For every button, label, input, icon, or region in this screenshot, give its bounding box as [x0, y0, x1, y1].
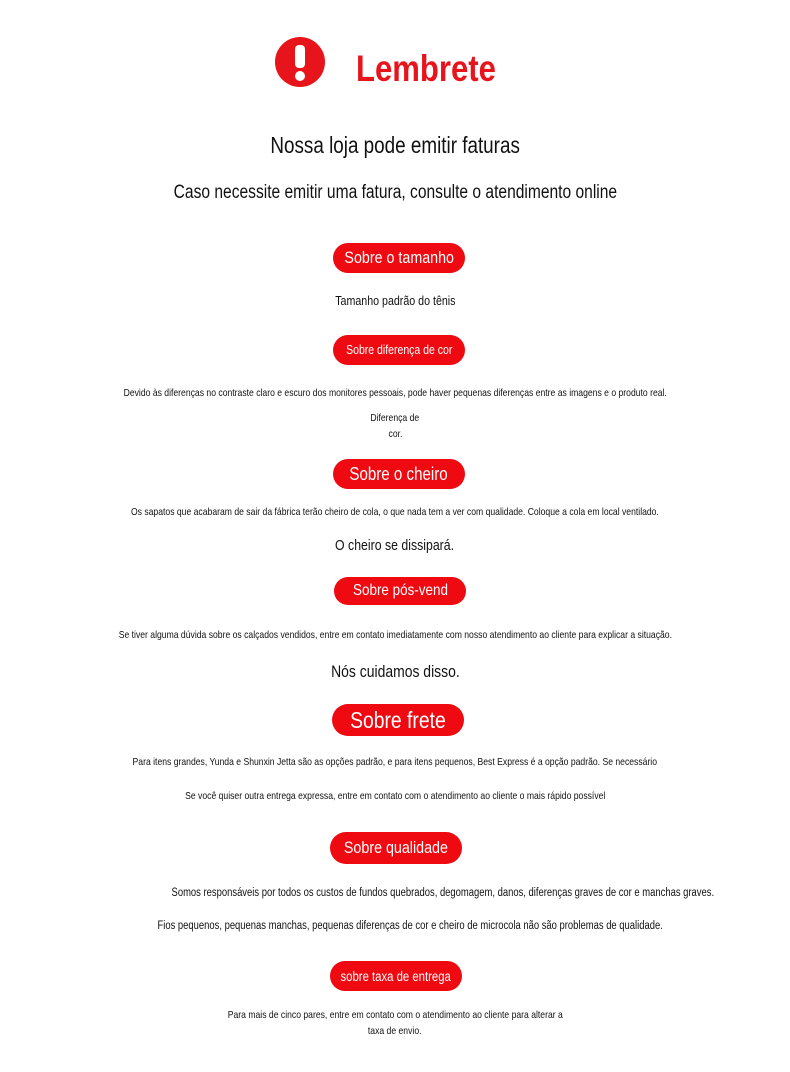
- size-info-button[interactable]: Sobre o tamanho: [333, 243, 465, 273]
- smell-info-text: Os sapatos que acabaram de sair da fábrica terão cheiro de cola, o que nada tem a ver com qualidade. Coloque a cola em local ventilado.: [131, 506, 659, 518]
- smell-info-button[interactable]: Sobre o cheiro: [333, 459, 465, 489]
- color-difference-note-line2: cor.: [388, 428, 402, 440]
- invoice-instructions: Caso necessite emitir uma fatura, consulte o atendimento online: [173, 182, 617, 203]
- after-sales-button[interactable]: Sobre pós-vend: [334, 577, 466, 605]
- after-sales-note: Nós cuidamos disso.: [330, 662, 460, 681]
- invoice-notice: Nossa loja pode emitir faturas: [270, 132, 520, 158]
- size-info-text: Tamanho padrão do tênis: [334, 293, 456, 308]
- shipping-info-text-1: Para itens grandes, Yunda e Shunxin Jetta são as opções padrão, e para itens pequenos, Best Express é a opção padrão. Se necessário: [132, 756, 658, 768]
- delivery-fee-text-line2: taxa de envio.: [368, 1025, 422, 1037]
- page-title: Lembrete: [356, 48, 496, 89]
- quality-info-text-1: Somos responsáveis ​​por todos os custos de fundos quebrados, degomagem, danos, diferenças graves de cor e manchas graves.: [171, 887, 715, 899]
- smell-info-note: O cheiro se dissipará.: [335, 537, 455, 554]
- delivery-fee-button[interactable]: sobre taxa de entrega: [330, 961, 462, 991]
- color-difference-note-line1: Diferença de: [370, 412, 420, 424]
- delivery-fee-text-line1: Para mais de cinco pares, entre em contato com o atendimento ao cliente para alterar a: [227, 1009, 563, 1021]
- exclamation-circle-icon: [274, 36, 326, 88]
- color-difference-button[interactable]: Sobre diferença de cor: [333, 335, 465, 365]
- quality-info-button[interactable]: Sobre qualidade: [330, 832, 462, 864]
- shipping-info-text-2: Se você quiser outra entrega expressa, entre em contato com o atendimento ao cliente o mais rápido possível: [184, 790, 606, 802]
- shipping-info-button[interactable]: Sobre frete: [332, 704, 464, 736]
- color-difference-text: Devido às diferenças no contraste claro e escuro dos monitores pessoais, pode haver pequenas diferenças entre as imagens e o produto real.: [123, 387, 667, 399]
- after-sales-text: Se tiver alguma dúvida sobre os calçados vendidos, entre em contato imediatamente com nosso atendimento ao cliente para explicar a situação.: [118, 629, 672, 641]
- quality-info-text-2: Fios pequenos, pequenas manchas, pequenas diferenças de cor e cheiro de microcola não são problemas de qualidade.: [157, 920, 663, 932]
